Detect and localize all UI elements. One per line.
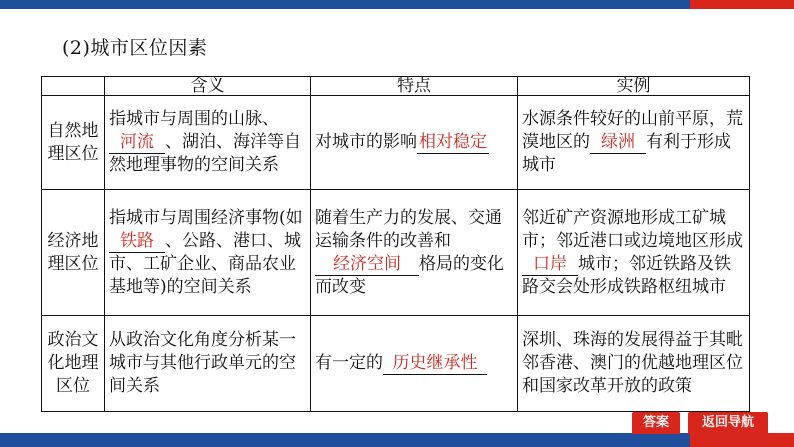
row-economic-name-line: 经济地 [47,230,99,251]
top-decor-bar [0,0,794,9]
row-natural-name-line: 自然地 [47,120,99,141]
header-empty [42,77,105,96]
answer-button[interactable]: 答案 [632,412,680,434]
text: 随着生产力的发展、交通运输条件的改善和 [315,207,502,251]
row-economic-meaning [105,190,311,316]
row-natural-name [42,96,105,190]
row-natural-name-line: 理区位 [47,143,99,164]
header-meaning: 含义 [105,77,311,96]
row-economic [42,190,750,316]
section-heading: (2)城市区位因素 [62,37,208,59]
footer-bar-blue [0,433,690,447]
fill-blank-answer: 铁路 [109,231,165,253]
row-natural-example [518,96,750,190]
text: 水源条件较好的山前平原，荒漠地区的 [522,109,743,152]
row-political-meaning [105,316,311,412]
row-natural-meaning [105,96,311,190]
text: 有利于形成城市 [522,132,731,175]
row-political-feature [311,316,518,412]
row-political-name-line: 区位 [56,376,90,396]
row-political-name [42,316,105,412]
row-economic-name [42,190,105,316]
row-political-example [518,316,750,412]
row-political-name-line: 政治文 [47,330,99,350]
top-bar-red [690,0,794,9]
text: 格局的变化而改变 [315,253,504,297]
fill-blank-answer: 经济空间 [315,254,419,276]
footer-decor-bar [0,433,794,447]
location-factors-table [41,76,750,412]
row-economic-example [518,190,750,316]
text: 对城市的影响 [315,132,417,152]
header-feature: 特点 [311,77,518,96]
text: 、湖泊、海洋等自然地理事物的空间关系 [109,132,301,175]
back-nav-button[interactable]: 返回导航 [688,412,768,434]
text: 指城市与周围的山脉、 [109,109,279,129]
top-bar-blue [0,0,690,9]
fill-blank-answer: 绿洲 [590,132,646,154]
fill-blank-answer: 历史继承性 [383,353,487,375]
row-economic-name-line: 理区位 [47,253,99,274]
text: 邻近矿产资源地形成工矿城市；邻近港口或边境地区形成 [522,207,743,251]
text: 、公路、港口、城市、工矿企业、商品农业基地等)的空间关系 [109,230,301,297]
row-natural [42,96,750,190]
row-political [42,316,750,412]
row-economic-feature [311,190,518,316]
fill-blank-answer: 河流 [109,132,165,154]
text: 有一定的 [315,353,383,373]
row-political-name-line: 化地理 [47,353,99,373]
header-row [42,77,750,96]
header-example: 实例 [518,77,750,96]
text: 指城市与周围经济事物(如 [109,207,303,228]
fill-blank-answer: 口岸 [522,254,578,276]
row-natural-feature [311,96,518,190]
text: 深圳、珠海的发展得益于其毗邻香港、澳门的优越地理区位和国家改革开放的政策 [522,330,743,396]
text: 城市；邻近铁路及铁路交会处形成铁路枢纽城市 [522,253,731,297]
footer-bar-red [690,433,794,447]
text: 从政治文化角度分析某一城市与其他行政单元的空间关系 [109,330,296,396]
fill-blank-answer: 相对稳定 [419,132,487,152]
